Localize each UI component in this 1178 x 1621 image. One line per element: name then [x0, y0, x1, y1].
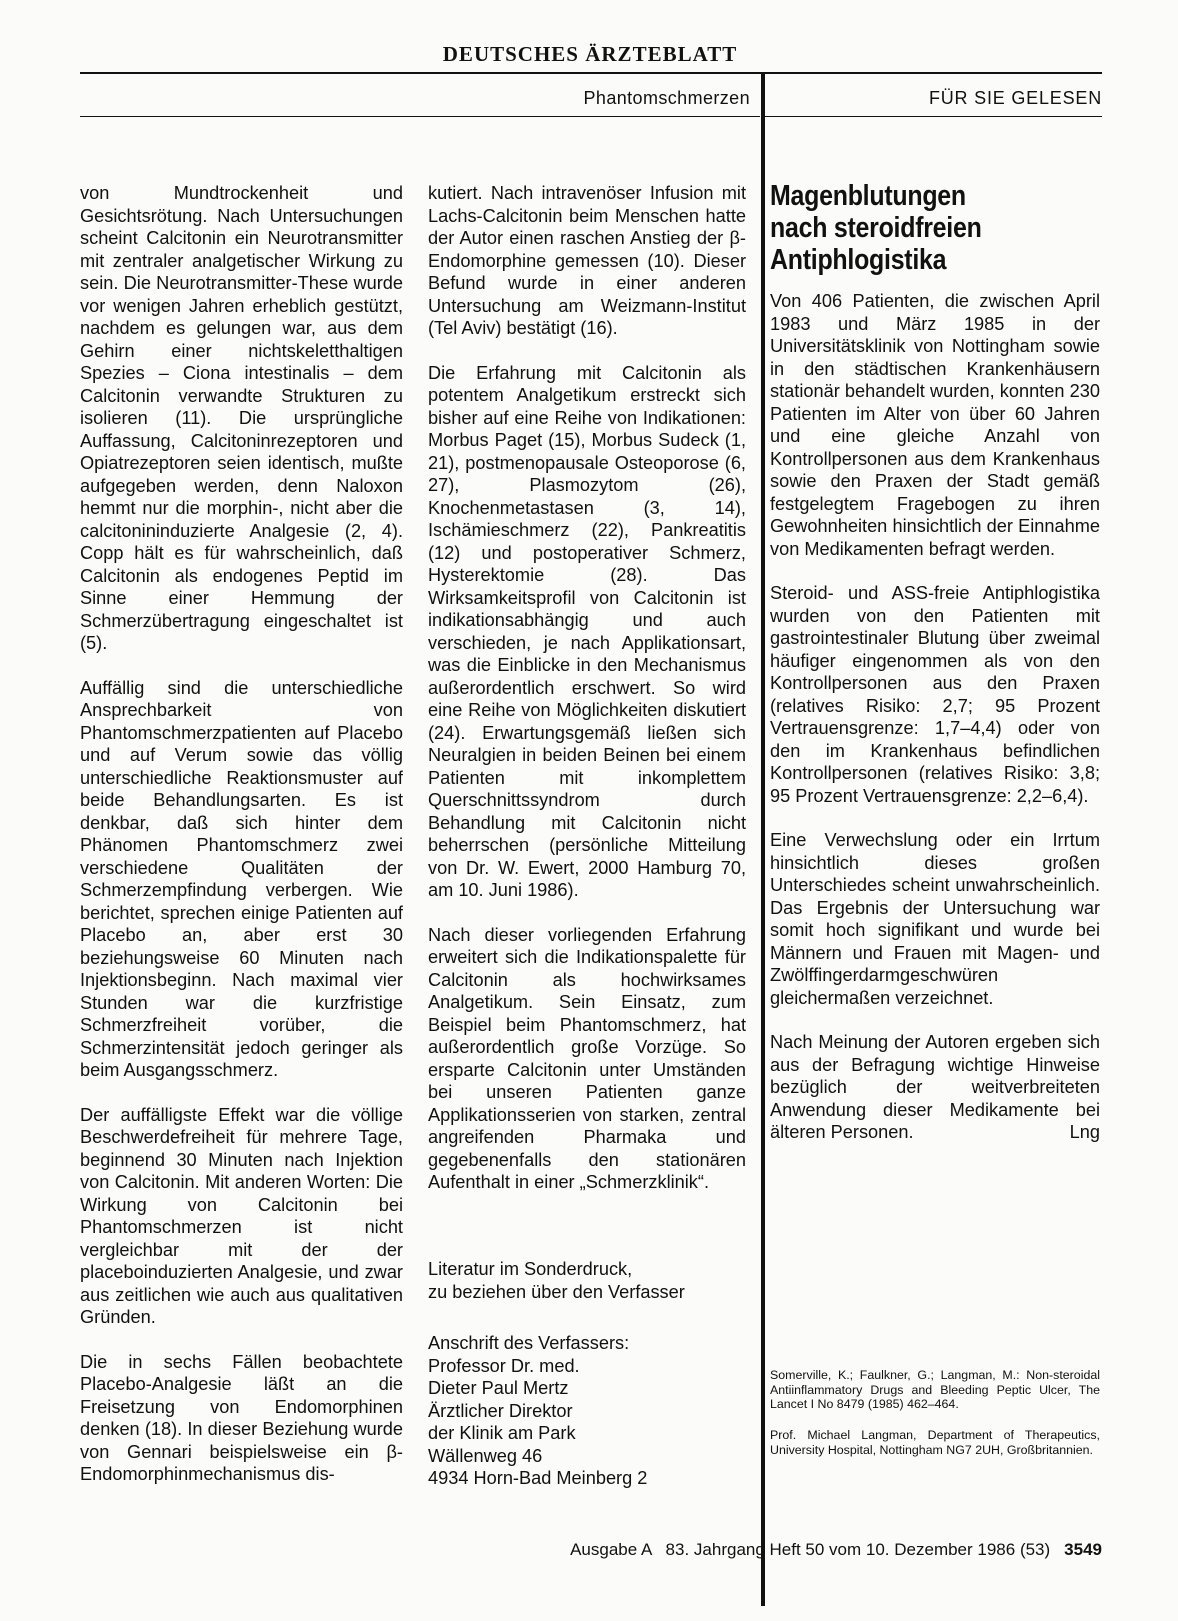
paragraph: Die Erfahrung mit Calcitonin als potentem Analgetikum erstreckt sich bisher auf eine Reihe von Indikationen: Morbus Paget (15), Morbus Sudeck (1, 21), postmenopausale Osteoporose (6, 27), Plasmozytom (26), Knochenmetastasen (3, 14), Ischämieschmerz (22), Pankreatitis (12) und postoperativer Schmerz, Hysterektomie (28). Das Wirksamkeitsprofil von Calcitonin ist indikationsabhängig und auch verschieden, je nach Applikationsart, was die Einblicke in den Mechanismus außerordentlich erschwert. So wird eine Reihe von Möglichkeiten diskutiert (24). Erwartungsgemäß ließen sich Neuralgien in beiden Beinen bei einem Patienten mit inkomplettem Querschnittssyndrom durch Behandlung mit Calcitonin nicht beherrschen (persönliche Mitteilung von Dr. W. Ewert, 2000 Hamburg 70, am 10. Juni 1986). — [428, 362, 746, 900]
section-title: Phantomschmerzen — [583, 88, 750, 108]
rubric-rule — [765, 116, 1102, 117]
paragraph-last: Nach Meinung der Autoren ergeben sich aus der Befragung wichtige Hinweise bezüglich der weitverbreiteten Anwendung dieser Medikamente bei älteren Personen. Lng — [770, 1032, 1100, 1142]
reference-citation: Somerville, K.; Faulkner, G.; Langman, M.: Non-steroidal Antiinflammatory Drugs and Bleeding Peptic Ulcer, The Lancet I No 8479 (1985) 462–464. — [770, 1368, 1100, 1411]
paragraph: Der auffälligste Effekt war die völlige Beschwerdefreiheit für mehrere Tage, beginnend 30 Minuten nach Injektion von Calcitonin. Mit anderen Worten: Die Wirkung von Calcitonin bei Phantomschmerzen ist nicht vergleichbar mit der der placeboinduzierten Analgesie, und zwar aus zeitlichen wie auch aus qualitativen Gründen. — [80, 1104, 403, 1327]
paragraph: Eine Verwechslung oder ein Irrtum hinsichtlich dieses großen Unterschiedes scheint unwahrscheinlich. Das Ergebnis der Untersuchung war somit hoch signifikant und wurde bei Männern und Frauen mit Magen- und Zwölffingerdarmgeschwüren gleichermaßen verzeichnet. — [770, 830, 1100, 1008]
section-rule — [80, 116, 760, 117]
rubric-title: FÜR SIE GELESEN — [928, 88, 1102, 108]
author-address: Anschrift des Verfassers: Professor Dr. med. Dieter Paul Mertz Ärztlicher Direktor der Klinik am Park Wällenweg 46 4934 Horn-Bad Meinberg 2 — [428, 1333, 648, 1488]
page-footer — [428, 1540, 1102, 1560]
paragraph: kutiert. Nach intravenöser Infusion mit Lachs-Calcitonin beim Menschen hatte der Autor einen raschen Anstieg der β-Endomorphine gemessen (10). Dieser Befund wurde in einer anderen Untersuchung am Weizmann-Institut (Tel Aviv) bestätigt (16). — [428, 183, 746, 338]
article-headline: Magenblutungen nach steroidfreien Antiphlogistika — [770, 180, 982, 276]
article-column-3 — [770, 290, 1100, 1144]
paragraph: Auffällig sind die unterschiedliche Ansprechbarkeit von Phantomschmerzpatienten auf Placebo und auf Verum sowie das völlig unterschiedliche Reaktionsmuster auf beide Behandlungsarten. Es ist denkbar, daß sich hinter dem Phänomen Phantomschmerz zwei verschiedene Qualitäten der Schmerzempfindung verbergen. Wie berichtet, sprechen einige Patienten auf Placebo an, aber erst 30 beziehungsweise 60 Minuten nach Injektionsbeginn. Nach maximal vier Stunden war die kurzfristige Schmerzfreiheit vorüber, die Schmerzintensität jedoch geringer als beim Ausgangsschmerz. — [80, 677, 403, 1080]
page-number: 3549 — [1064, 1540, 1102, 1559]
paragraph: von Mundtrockenheit und Gesichtsrötung. Nach Untersuchungen scheint Calcitonin ein Neurotransmitter mit zentraler analgetischer Wirkung zu sein. Die Neurotransmitter-These wurde vor wenigen Jahren erheblich gestützt, nachdem es gelungen war, aus dem Gehirn einer nichtskeletthaltigen Spezies – Ciona intestinalis – dem Calcitonin verwandte Strukturen zu isolieren (11). Die ursprüngliche Auffassung, Calcitoninrezeptoren und Opiatrezeptoren seien identisch, mußte aufgegeben werden, denn Naloxon hemmt nur die morphin-, nicht aber die calcitonininduzierte Analgesie (2, 4). Copp hält es für wahrscheinlich, daß Calcitonin als endogenes Peptid im Sinne einer Hemmung der Schmerzübertragung eingeschaltet ist (5). — [80, 183, 403, 653]
article-column-1 — [80, 182, 403, 1508]
paragraph: Die in sechs Fällen beobachtete Placebo-Analgesie läßt an die Freisetzung von Endomorphinen denken (18). In dieser Beziehung wurde von Gennari beispielsweise ein β-Endomorphinmechanismus dis- — [80, 1351, 403, 1484]
literature-note: Literatur im Sonderdruck, zu beziehen über den Verfasser — [428, 1259, 685, 1302]
issue-info: Ausgabe A 83. Jahrgang Heft 50 vom 10. Dezember 1986 (53) — [570, 1540, 1051, 1559]
masthead: DEUTSCHES ÄRZTEBLATT — [442, 42, 738, 66]
signature: Lng — [1069, 1122, 1100, 1142]
article-column-2 — [428, 182, 746, 1216]
reference-address: Prof. Michael Langman, Department of Therapeutics, University Hospital, Nottingham NG7 2UH, Großbritannien. — [770, 1428, 1100, 1457]
paragraph: Steroid- und ASS-freie Antiphlogistika wurden von den Patienten mit gastrointestinaler Blutung über zweimal häufiger eingenommen als von den Kontrollpersonen aus den Praxen (relatives Risiko: 2,7; 95 Prozent Vertrauensgrenze: 1,7–4,4) oder von den im Krankenhaus befindlichen Kontrollpersonen (relatives Risiko: 3,8; 95 Prozent Vertrauensgrenze: 2,2–6,4). — [770, 583, 1100, 806]
paragraph: Von 406 Patienten, die zwischen April 1983 und März 1985 in der Universitätsklinik von Nottingham sowie in den städtischen Krankenhäusern stationär behandelt wurden, konnten 230 Patienten im Alter von über 60 Jahren und eine gleiche Anzahl von Kontrollpersonen aus dem Krankenhaus sowie den Praxen der Stadt gemäß festgelegtem Fragebogen zu ihren Gewohnheiten hinsichtlich der Einnahme von Medikamenten befragt werden. — [770, 291, 1100, 559]
column-separator-bar — [761, 74, 765, 1606]
paragraph: Nach dieser vorliegenden Erfahrung erweitert sich die Indikationspalette für Calcitonin als hochwirksames Analgetikum. Sein Einsatz, zum Beispiel beim Phantomschmerz, hat außerordentlich große Vorzüge. So ersparte Calcitonin unter Umständen bei unseren Patienten ganze Applikationsserien von starken, zentral angreifenden Pharmaka und gegebenenfalls den stationären Aufenthalt in einer „Schmerzklinik“. — [428, 924, 746, 1192]
header-rule — [80, 72, 1102, 74]
